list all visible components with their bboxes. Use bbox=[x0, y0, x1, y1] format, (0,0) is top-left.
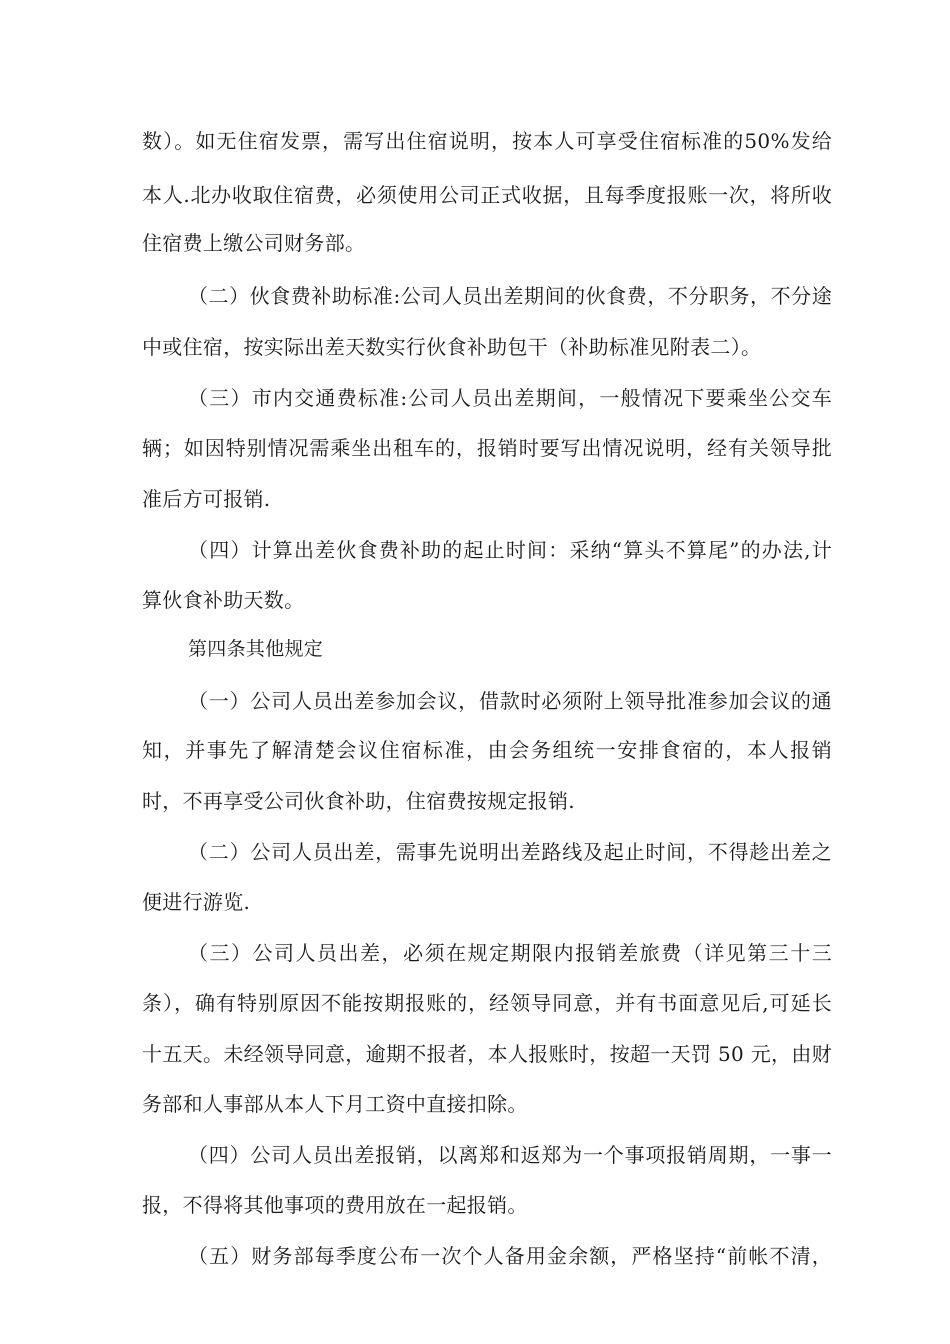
text-line: （四）计算出差伙食费补助的起止时间：采纳“算头不算尾”的办法,计 bbox=[188, 538, 832, 562]
text-line: 本人.北办收取住宿费，必须使用公司正式收据，且每季度报账一次，将所收 bbox=[142, 183, 832, 207]
text-line: 时，不再享受公司伙食补助，住宿费按规定报销. bbox=[142, 789, 575, 813]
text-line: 便进行游览. bbox=[142, 890, 251, 914]
text-line: 算伙食补助天数。 bbox=[142, 588, 305, 612]
text-line: （五）财务部每季度公布一次个人备用金余额，严格坚持“前帐不清， bbox=[188, 1244, 832, 1268]
text-line: （三）市内交通费标准:公司人员出差期间，一般情况下要乘坐公交车 bbox=[188, 386, 832, 410]
text-line: （三）公司人员出差，必须在规定期限内报销差旅费（详见第三十三 bbox=[188, 941, 832, 965]
text-line: 准后方可报销. bbox=[142, 487, 271, 511]
text-line: （二）公司人员出差，需事先说明出差路线及起止时间，不得趁出差之 bbox=[188, 840, 832, 864]
text-line: 辆；如因特别情况需乘坐出租车的，报销时要写出情况说明，经有关领导批 bbox=[142, 436, 832, 460]
text-line: 条），确有特别原因不能按期报账的，经领导同意，并有书面意见后,可延长 bbox=[142, 991, 832, 1015]
text-line: 住宿费上缴公司财务部。 bbox=[142, 231, 366, 255]
text-line: （四）公司人员出差报销，以离郑和返郑为一个事项报销周期，一事一 bbox=[188, 1143, 832, 1167]
text-line: （一）公司人员出差参加会议，借款时必须附上领导批准参加会议的通 bbox=[188, 689, 832, 713]
text-line: 数）。如无住宿发票，需写出住宿说明，按本人可享受住宿标准的50%发给 bbox=[142, 129, 832, 153]
section-heading: 第四条其他规定 bbox=[188, 638, 324, 660]
text-line: 报，不得将其他事项的费用放在一起报销。 bbox=[142, 1193, 528, 1217]
text-line: 务部和人事部从本人下月工资中直接扣除。 bbox=[142, 1092, 528, 1116]
text-line: 知，并事先了解清楚会议住宿标准，由会务组统一安排食宿的，本人报销 bbox=[142, 738, 832, 762]
text-line: （二）伙食费补助标准:公司人员出差期间的伙食费，不分职务，不分途 bbox=[188, 284, 832, 308]
text-line: 中或住宿，按实际出差天数实行伙食补助包干（补助标准见附表二）。 bbox=[142, 335, 762, 359]
text-line: 十五天。未经领导同意，逾期不报者，本人报账时，按超一天罚 50 元，由财 bbox=[142, 1042, 832, 1066]
